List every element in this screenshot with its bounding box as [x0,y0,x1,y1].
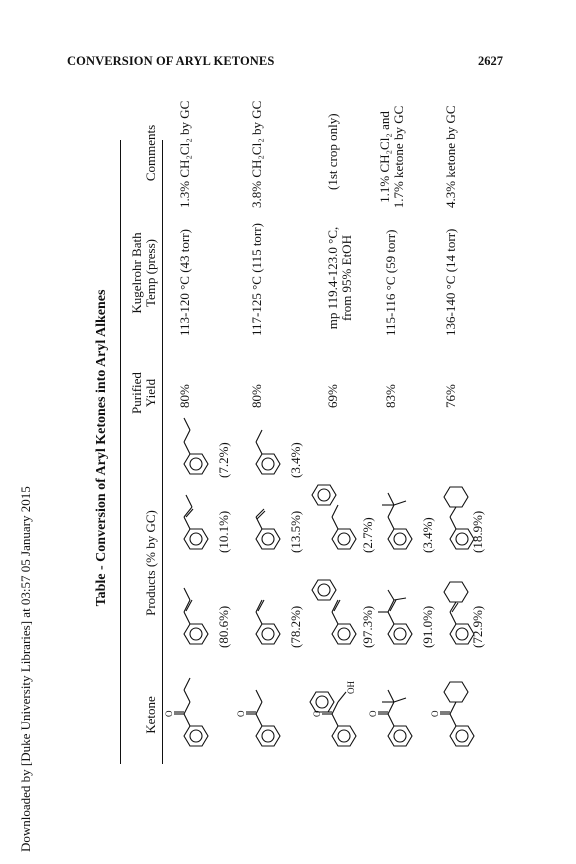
header-comments: Comments [143,124,158,182]
product-structure-2-2 [246,483,286,553]
product-structure-1-1 [174,578,214,648]
ketone-structure-pivalophenone [368,668,428,758]
ketone-structure-benzoin [308,668,368,758]
comment-2: 3.8% CH₂Cl₂ by GC [249,100,264,208]
product-structure-3-1 [308,568,358,648]
oxygen-label: O [368,710,378,717]
product-pct-2-2: (13.5%) [288,510,303,553]
kugelrohr-3-line2: from 95% EtOH [339,235,354,321]
kugelrohr-5: 136-140 °C (14 torr) [443,228,458,336]
product-pct-1-3: (7.2%) [216,442,231,478]
header-kugelrohr-line2: Temp (press) [143,238,158,308]
table-title: Table - Conversion of Aryl Ketones into Aryl Alkenes [94,289,109,607]
comment-1: 1.3% CH₂Cl₂ by GC [177,100,192,208]
kugelrohr-4: 115-116 °C (59 torr) [383,229,398,336]
kugelrohr-3 [326,213,354,343]
product-pct-1-1: (80.6%) [216,605,231,648]
product-structure-1-3 [174,408,214,478]
comment-4-line1: 1.1% CH₂Cl₂ and [377,111,392,203]
header-kugelrohr-line1: Kugelrohr Bath [129,232,144,314]
product-pct-5-1: (72.9%) [470,605,485,648]
header-yield-line1: Purified [129,372,144,414]
product-structure-1-2 [174,483,214,553]
product-pct-5-2: (18.9%) [470,510,485,553]
ketone-structure-propiophenone [236,668,296,758]
product-structure-2-1 [246,578,286,648]
ketone-structure-butyrophenone [164,668,224,758]
product-pct-3-1: (97.3%) [360,605,375,648]
header-products: Products (% by GC) [143,510,158,616]
comment-4 [378,101,406,213]
oxygen-label: O [312,710,322,717]
rotated-table [94,98,484,798]
product-structure-2-3 [246,408,286,478]
kugelrohr-3-line1: mp 119.4-123.0 °C, [325,226,340,330]
oxygen-label: O [164,710,174,717]
product-structure-4-1 [378,578,418,648]
yield-5: 76% [443,384,458,408]
comment-5: 4.3% ketone by GC [443,105,458,208]
product-pct-4-2: (3.4%) [420,517,435,553]
product-pct-1-2: (10.1%) [216,510,231,553]
kugelrohr-2: 117-125 °C (115 torr) [249,223,264,336]
running-head: CONVERSION OF ARYL KETONES [67,54,275,68]
product-pct-4-1: (91.0%) [420,605,435,648]
yield-4: 83% [383,384,398,408]
header-ketone: Ketone [143,696,158,734]
product-pct-2-3: (3.4%) [288,442,303,478]
product-pct-2-1: (78.2%) [288,605,303,648]
comment-3: (1st crop only) [325,113,340,190]
oxygen-label: O [430,710,440,717]
hydroxyl-label: OH [346,681,356,694]
download-watermark: Downloaded by [Duke University Libraries] at 03:57 05 January 2015 [18,486,33,852]
comment-4-line2: 1.7% ketone by GC [391,105,406,209]
table-header-rule [162,140,163,764]
header-yield [130,358,158,428]
product-pct-3-2: (2.7%) [360,517,375,553]
oxygen-label: O [236,710,246,717]
ketone-structure-cyclohexyl-phenyl-ketone [430,668,486,758]
product-structure-4-2 [378,483,418,553]
header-yield-line2: Yield [143,378,158,408]
header-kugelrohr [130,208,158,338]
kugelrohr-1: 113-120 °C (43 torr) [177,229,192,336]
yield-2: 80% [249,384,264,408]
product-structure-3-2 [308,473,358,553]
yield-1: 80% [177,384,192,408]
page-number: 2627 [478,54,503,68]
table-top-rule [120,140,121,764]
yield-3: 69% [325,384,340,408]
